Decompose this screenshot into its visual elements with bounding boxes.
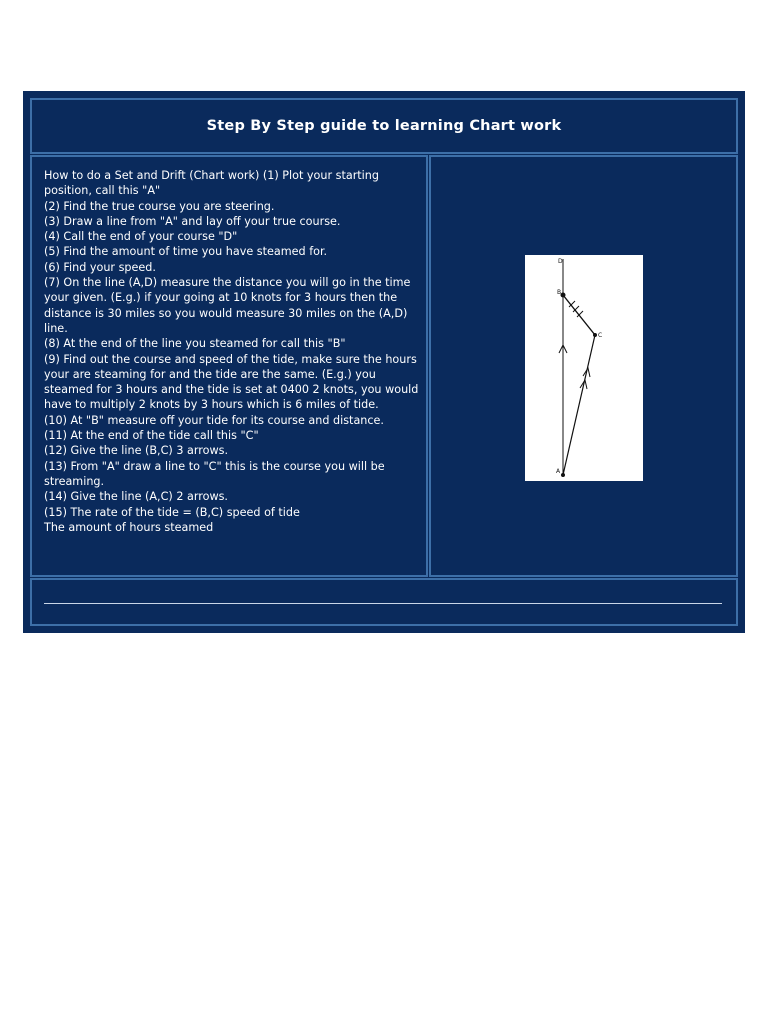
guide-panel xyxy=(23,91,745,633)
step-12: (12) Give the line (B,C) 3 arrows. xyxy=(44,444,229,458)
footer-divider xyxy=(44,603,722,604)
step-11: (11) At the end of the tide call this "C" xyxy=(44,429,259,443)
step-14: (14) Give the line (A,C) 2 arrows. xyxy=(44,490,228,504)
step-3: (3) Draw a line from "A" and lay off your true course. xyxy=(44,214,341,228)
step-13: (13) From "A" draw a line to "C" this is the course you will be streaming. xyxy=(44,459,385,488)
page-title: Step By Step guide to learning Chart work xyxy=(206,118,562,134)
step-8: (8) At the end of the line you steamed for call this "B" xyxy=(44,337,346,351)
step-5: (5) Find the amount of time you have steamed for. xyxy=(44,245,328,259)
step-2: (2) Find the true course you are steering. xyxy=(44,199,275,213)
label-c: C xyxy=(598,332,603,339)
step-10: (10) At "B" measure off your tide for its course and distance. xyxy=(44,413,384,427)
footer-cell xyxy=(30,578,738,626)
track-line-ac xyxy=(563,335,595,475)
step-9: (9) Find out the course and speed of the tide, make sure the hours your are steaming for and the tide are the same. (E.g.) you steamed for 3 hours and the tide is set at 0400 2 knots, you would have to multiply 2 knots by 3 hours which is 6 miles of tide. xyxy=(44,352,419,412)
set-and-drift-diagram xyxy=(525,255,643,481)
instructions-cell xyxy=(30,155,428,577)
label-d: D xyxy=(558,258,563,265)
step-7: (7) On the line (A,D) measure the distance you will go in the time your given. (E.g.) if your going at 10 knots for 3 hours then the distance is 30 miles so you would measure 30 miles on the (A,D) line. xyxy=(44,276,411,335)
step-1: How to do a Set and Drift (Chart work) (1) Plot your starting position, call this "A" xyxy=(44,169,379,198)
diagram-drawing xyxy=(525,255,643,481)
title-cell xyxy=(30,98,738,154)
step-note: The amount of hours steamed xyxy=(44,520,214,534)
point-a xyxy=(561,473,565,477)
label-a: A xyxy=(556,468,561,475)
step-15: (15) The rate of the tide = (B,C) speed of tide xyxy=(44,505,300,519)
point-b xyxy=(561,293,566,298)
point-c xyxy=(593,333,597,337)
steps-list xyxy=(44,168,422,535)
step-4: (4) Call the end of your course "D" xyxy=(44,230,238,244)
label-b: B xyxy=(557,289,562,296)
diagram-cell xyxy=(429,155,738,577)
step-6: (6) Find your speed. xyxy=(44,260,156,274)
